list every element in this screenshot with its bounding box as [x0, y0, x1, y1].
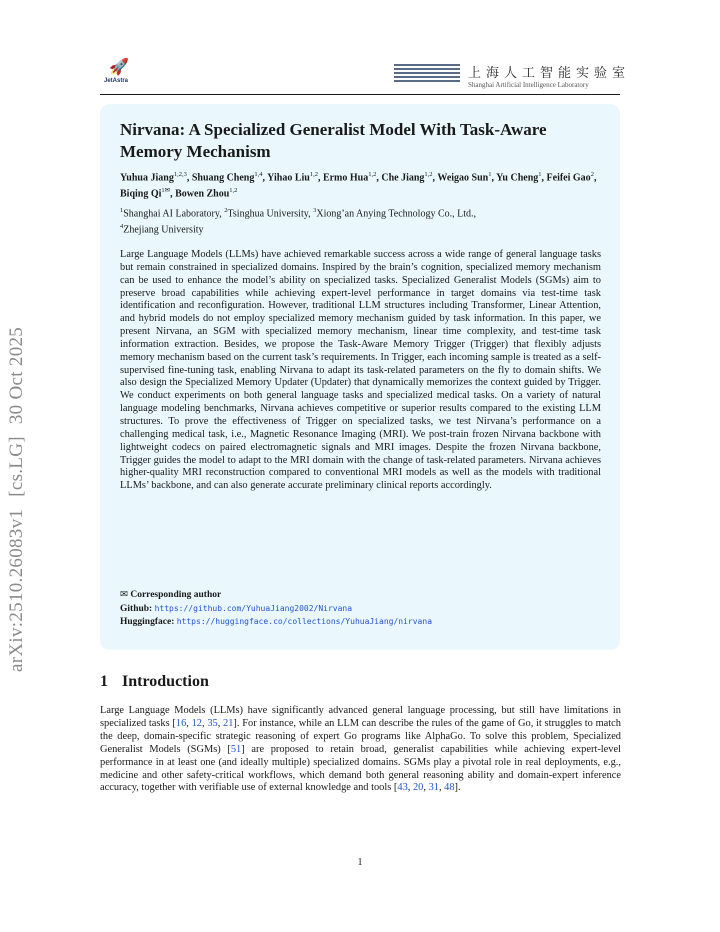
logo-name: JetAstra	[104, 78, 129, 84]
huggingface-link[interactable]: https://huggingface.co/collections/YuhuaJiang/nirvana	[176, 617, 433, 626]
author: Ermo Hua	[322, 172, 369, 184]
affiliation: Zhejiang University	[123, 224, 204, 236]
intro-paragraph: Large Language Models (LLMs) have significantly advanced general language processing, but still have limitations in specialized tasks [16, 12, 35, 21]. For instance, while an LLM can describe the rules of the game of Go, it struggles to match the deep, domain-specific strategic reasoning of expert Go programs like AlphaGo. To solve this problem, Specialized Generalist Models (SGMs) [51] are proposed to retain broad, generalist capabilities while achieving expert-level performance in at least one (and ideally multiple) specialized domains. SGMs play a pivotal role in real deployments, e.g., medicine and other safety-critical workflows, which demand both general reasoning ability and domain-expert inference accuracy, together with verifiable use of external knowledge and tools [43, 20, 31, 48].	[100, 705, 621, 794]
author: Yuhua Jiang	[120, 172, 174, 184]
citation-link[interactable]: 20	[412, 782, 424, 794]
paper-title: Nirvana: A Specialized Generalist Model With Task-Aware Memory Mechanism	[120, 120, 547, 161]
citation-link[interactable]: 16	[175, 717, 187, 729]
arxiv-stamp	[6, 252, 28, 672]
author: Yu Cheng	[496, 172, 539, 184]
citation-link[interactable]: 48	[444, 782, 455, 794]
header-rule	[100, 94, 620, 95]
page-number: 1	[357, 857, 363, 868]
envelope-icon: ✉	[120, 590, 128, 600]
citation-link[interactable]: 12	[191, 717, 202, 729]
citation-link[interactable]: 43	[397, 782, 408, 794]
affiliation: Shanghai AI Laboratory	[123, 208, 220, 220]
author: Yihao Liu	[267, 172, 310, 184]
affiliation-list: $^1$Shanghai AI Laboratory, $^2$Tsinghua University, $^3$Xiong’an Anying Technology Co., Ltd., $^4$Zhejiang University	[120, 207, 477, 236]
citation-link[interactable]: 35	[207, 717, 218, 729]
jetastra-logo	[104, 60, 134, 88]
huggingface-label: Huggingface:	[120, 617, 175, 627]
corresponding-author-note	[120, 589, 221, 602]
author: Feifei Gao	[546, 172, 591, 184]
huggingface-line	[120, 615, 432, 629]
author: Weigao Sun	[437, 172, 489, 184]
section-heading	[100, 673, 209, 691]
github-link[interactable]: https://github.com/YuhuaJiang2002/Nirvana	[154, 604, 353, 613]
author: Che Jiang	[381, 172, 425, 184]
author: Bowen Zhou	[175, 188, 230, 200]
github-label: Github:	[120, 604, 153, 614]
author-list: Yuhua Jiang$^{1,2,3}$, Shuang Cheng$^{1,4}$, Yihao Liu$^{1,2}$, Ermo Hua$^{1,2}$, Che Jiang$^{1,2}$, Weigao Sun$^1$, Yu Cheng$^1$, Feifei Gao$^2$, Biqing $Qi^{1✉}$, Bowen Zhou$^{1,2}$	[120, 171, 597, 200]
affiliation: Tsinghua University	[227, 208, 309, 220]
citation-link[interactable]: 31	[428, 782, 439, 794]
arxiv-date: 30 Oct 2025	[6, 326, 27, 425]
corresponding-label: Corresponding author	[130, 590, 222, 600]
author: Shuang Cheng	[191, 172, 255, 184]
lab-name-cn: 上海人工智能实验室	[468, 65, 631, 80]
lab-logo-lines	[394, 64, 460, 88]
citation-link[interactable]: 21	[223, 717, 234, 729]
abstract-text: Large Language Models (LLMs) have achieved remarkable success across a wide range of general language tasks but remain constrained in specialized domains. Inspired by the brain’s cognition, specialized memory mechanism can be used to enhance the model’s ability on specialized tasks. Specialized Generalist Models (SGMs) aim to preserve broad capabilities while achieving expert-level performance in target domains via test-time task identification and reconfiguration. However, traditional LLM structures including Transformer, Linear Attention, and hybrid models do not employ specialized memory mechanism guided by task information. In this paper, we present Nirvana, an SGM with specialized memory mechanism, linear time complexity, and test-time task information extraction. Besides, we propose the Task-Aware Memory Trigger (Trigger) that flexibly adjusts memory mechanism based on the current task’s requirements. In Trigger, each incoming sample is treated as a self-supervised fine-tuning task, enabling Nirvana to adapt its task-related parameters on the fly to domain shifts. We also design the Specialized Memory Updater (Updater) that dynamically memorizes the context guided by Trigger. We conduct experiments on both general language tasks and specialized medical tasks. On a variety of natural language modeling benchmarks, Nirvana achieves competitive or superior results compared to the existing LLM structures. To prove the effectiveness of Trigger on specialized tasks, we test Nirvana’s performance on a challenging medical task, i.e., Magnetic Resonance Imaging (MRI). We post-train frozen Nirvana backbone with lightweight codecs on paired electromagnetic signals and MRI images. Despite the frozen Nirvana backbone, Trigger guides the model to adapt to the MRI domain with the change of task-related parameters. Nirvana achieves higher-quality MRI reconstruction compared to conventional MRI models as well as the models with traditional LLMs’ backbone, and can also generate accurate preliminary clinical reports accordingly.	[120, 249, 601, 492]
affiliation: Xiong’an Anying Technology Co., Ltd.	[316, 208, 474, 220]
arxiv-id: arXiv:2510.26083v1	[6, 508, 27, 672]
section-number: 1	[100, 673, 108, 690]
section-title: Introduction	[122, 673, 209, 690]
citation-link[interactable]: 51	[230, 743, 242, 755]
lab-name-en: Shanghai Artificial Intelligence Laboratory	[468, 81, 589, 89]
author: Biqing Qi	[120, 188, 162, 200]
arxiv-category: [cs.LG]	[6, 436, 27, 497]
rocket-icon: 🚀	[109, 59, 129, 76]
github-line	[120, 602, 352, 616]
